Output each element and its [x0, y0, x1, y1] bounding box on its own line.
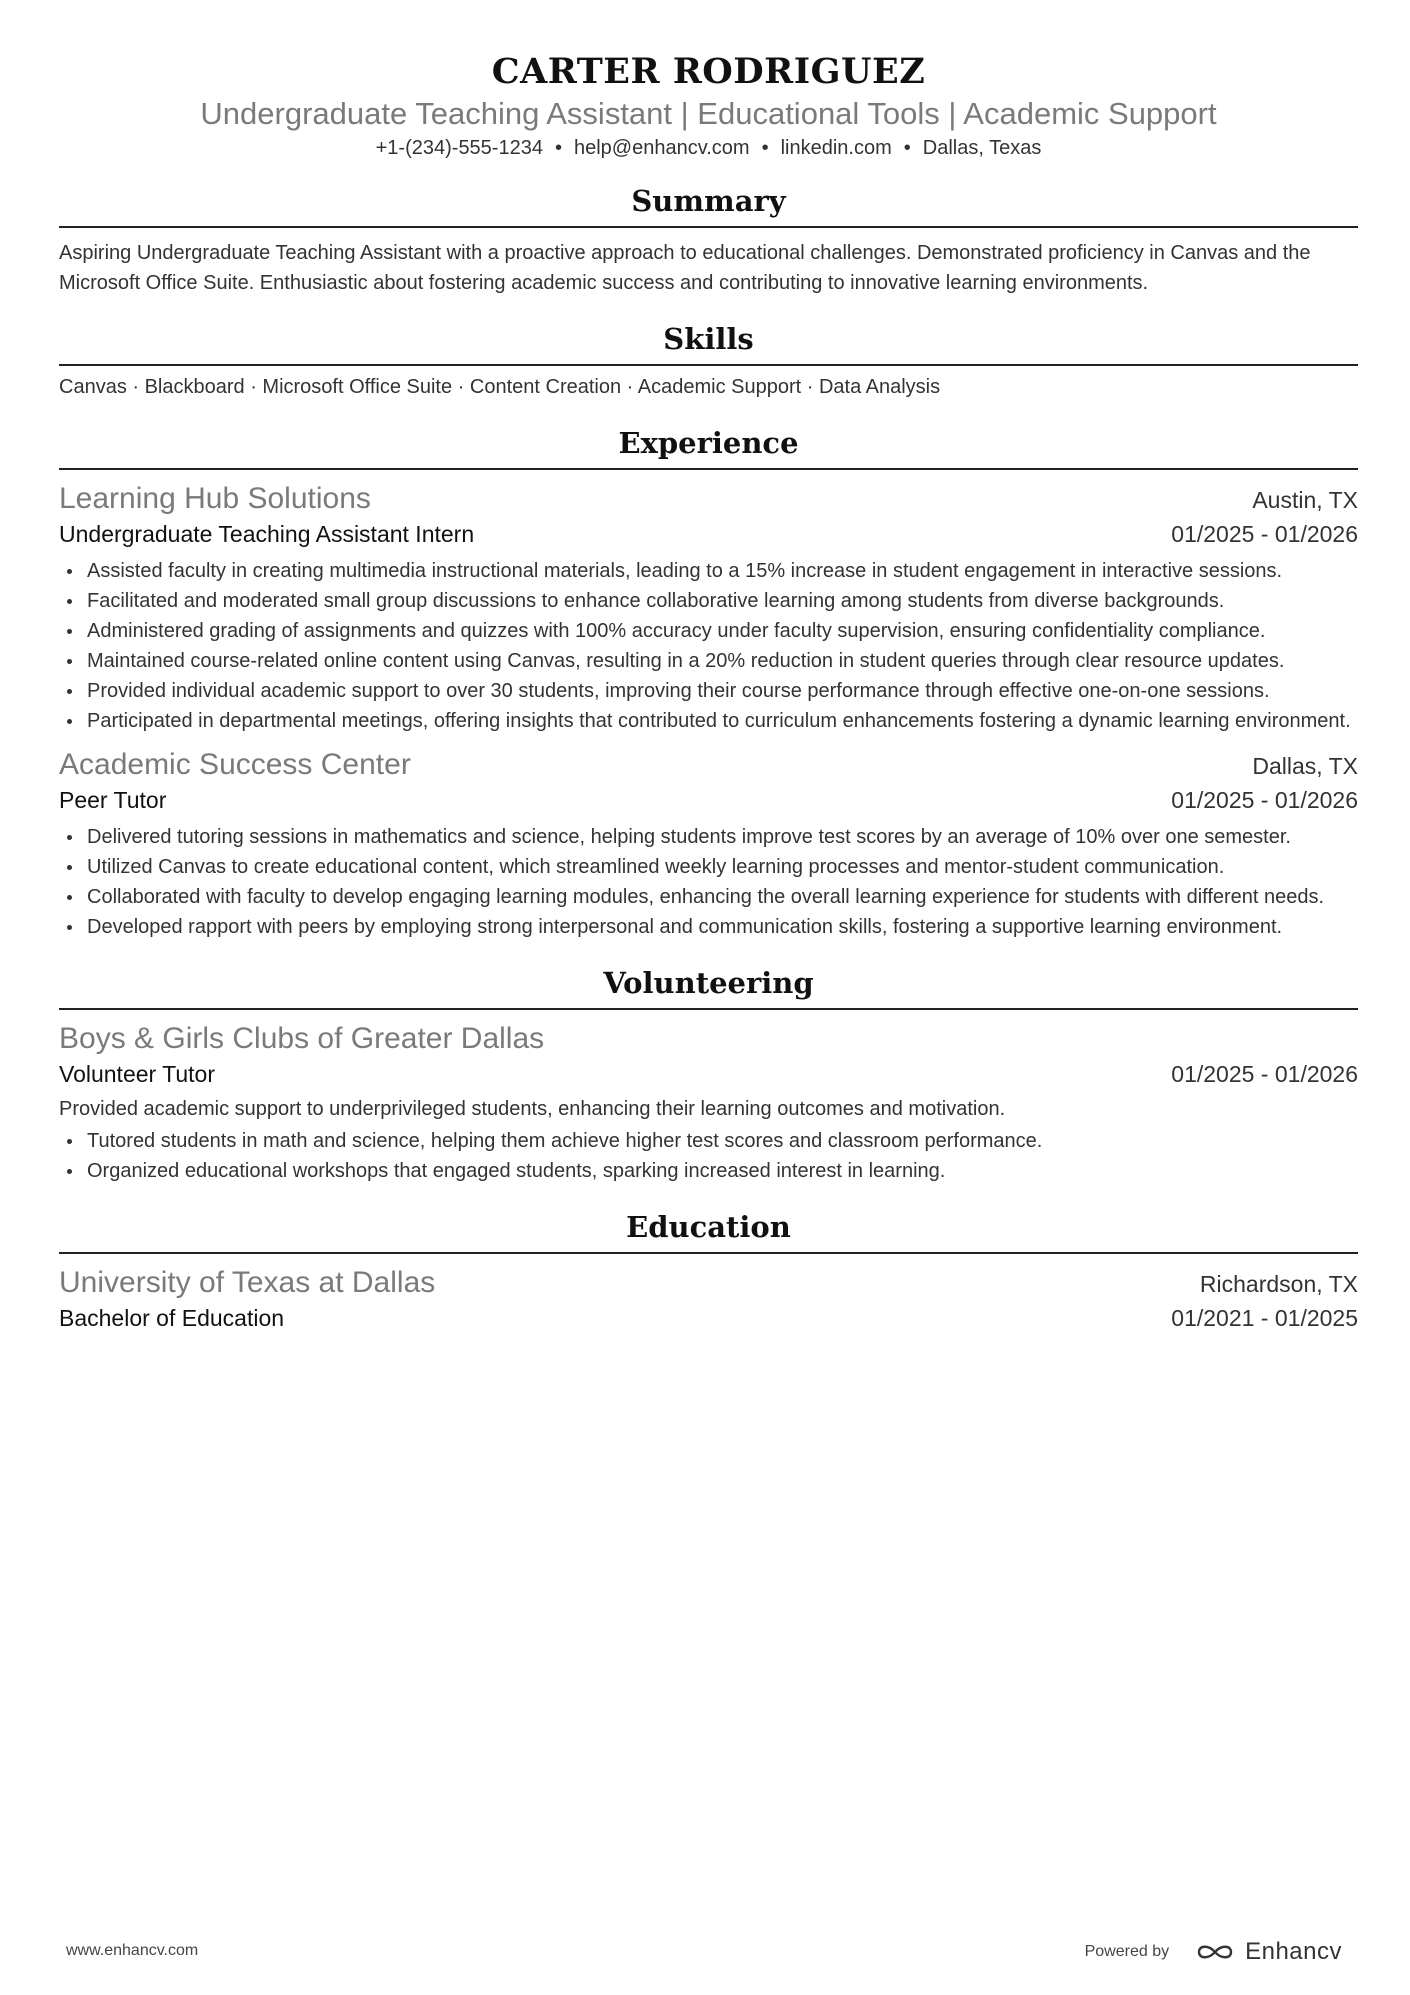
volunteering-entry: [59, 1020, 1358, 1186]
volunteer-description: Provided academic support to underprivileged students, enhancing their learning outcomes and motivation.: [59, 1098, 1006, 1120]
company-location: Dallas, TX: [1252, 753, 1358, 779]
education-dates: 01/2021 - 01/2025: [1171, 1305, 1358, 1331]
section-title-skills: Skills: [59, 320, 1358, 366]
separator-dot: •: [761, 137, 769, 159]
bullet-item: Administered grading of assignments and quizzes with 100% accuracy under faculty supervision, ensuring confidentiality compliance.: [59, 616, 1358, 646]
summary-text: Aspiring Undergraduate Teaching Assistant with a proactive approach to educational challenges. Demonstrated proficiency in Canvas and the Microsoft Office Suite. Enthusiastic about fostering academic success and contributing to innovative learning environments.: [59, 242, 1311, 294]
bullet-item: Participated in departmental meetings, offering insights that contributed to curriculum enhancements fostering a dynamic learning environment.: [59, 706, 1358, 736]
resume-page: [59, 0, 1358, 1334]
bullet-item: Collaborated with faculty to develop engaging learning modules, enhancing the overall learning experience for students with different needs.: [59, 882, 1358, 912]
company-location: Austin, TX: [1252, 487, 1358, 513]
company-name: Academic Success Center: [59, 748, 411, 781]
bullet-list: [59, 822, 1358, 942]
job-dates: 01/2025 - 01/2026: [1171, 521, 1358, 547]
volunteering-section: [59, 964, 1358, 1186]
bullet-item: Facilitated and moderated small group discussions to enhance collaborative learning among students from diverse backgrounds.: [59, 586, 1358, 616]
brand-name: Enhancv: [1245, 1938, 1342, 1965]
degree-name: Bachelor of Education: [59, 1305, 285, 1331]
bullet-item: Maintained course-related online content using Canvas, resulting in a 20% reduction in student queries through clear resource updates.: [59, 646, 1358, 676]
resume-header: [59, 0, 1358, 162]
website-link[interactable]: www.enhancv.com: [66, 1942, 199, 1959]
separator-dot: •: [554, 137, 562, 159]
experience-entry: [59, 746, 1358, 942]
experience-section: [59, 424, 1358, 942]
education-entry: [59, 1264, 1358, 1334]
powered-by-badge[interactable]: [1085, 1938, 1342, 1966]
bullet-item: Assisted faculty in creating multimedia instructional materials, leading to a 15% increase in student engagement in interactive sessions.: [59, 556, 1358, 586]
candidate-headline: Undergraduate Teaching Assistant | Educational Tools | Academic Support: [200, 96, 1217, 131]
page-footer: [0, 1938, 1410, 1968]
section-title-experience: Experience: [59, 424, 1358, 470]
bullet-list: [59, 1126, 1358, 1186]
summary-section: [59, 182, 1358, 298]
bullet-item: Organized educational workshops that engaged students, sparking increased interest in learning.: [59, 1156, 1358, 1186]
enhancv-logo-icon: [1193, 1940, 1237, 1964]
phone-number: +1-(234)-555-1234: [375, 137, 543, 159]
organization-name: Boys & Girls Clubs of Greater Dallas: [59, 1022, 545, 1055]
job-title: Peer Tutor: [59, 787, 167, 813]
section-title-volunteering: Volunteering: [59, 964, 1358, 1010]
school-location: Richardson, TX: [1199, 1271, 1358, 1297]
section-title-summary: Summary: [59, 182, 1358, 228]
bullet-item: Utilized Canvas to create educational content, which streamlined weekly learning processes and mentor-student communication.: [59, 852, 1358, 882]
school-name: University of Texas at Dallas: [59, 1266, 436, 1299]
volunteer-dates: 01/2025 - 01/2026: [1171, 1061, 1358, 1087]
experience-entry: [59, 480, 1358, 736]
education-section: [59, 1208, 1358, 1334]
separator-dot: •: [903, 137, 911, 159]
candidate-name: CARTER RODRIGUEZ: [491, 51, 926, 92]
skills-list: Canvas · Blackboard · Microsoft Office Suite · Content Creation · Academic Support · Data Analysis: [59, 376, 941, 398]
bullet-item: Delivered tutoring sessions in mathematics and science, helping students improve test scores by an average of 10% over one semester.: [59, 822, 1358, 852]
section-title-education: Education: [59, 1208, 1358, 1254]
company-name: Learning Hub Solutions: [59, 482, 371, 515]
bullet-item: Provided individual academic support to over 30 students, improving their course performance through effective one-on-one sessions.: [59, 676, 1358, 706]
linkedin-link[interactable]: linkedin.com: [780, 137, 892, 159]
powered-by-label: Powered by: [1084, 1943, 1170, 1960]
bullet-item: Developed rapport with peers by employing strong interpersonal and communication skills, fostering a supportive learning environment.: [59, 912, 1358, 942]
contact-line: [59, 134, 1358, 162]
volunteer-role: Volunteer Tutor: [59, 1061, 215, 1087]
job-title: Undergraduate Teaching Assistant Intern: [59, 521, 475, 547]
skills-section: [59, 320, 1358, 402]
bullet-item: Tutored students in math and science, helping them achieve higher test scores and classroom performance.: [59, 1126, 1358, 1156]
email-link[interactable]: help@enhancv.com: [573, 137, 750, 159]
brand-logo: [1193, 1938, 1342, 1966]
bullet-list: [59, 556, 1358, 736]
job-dates: 01/2025 - 01/2026: [1171, 787, 1358, 813]
location-text: Dallas, Texas: [922, 137, 1042, 159]
